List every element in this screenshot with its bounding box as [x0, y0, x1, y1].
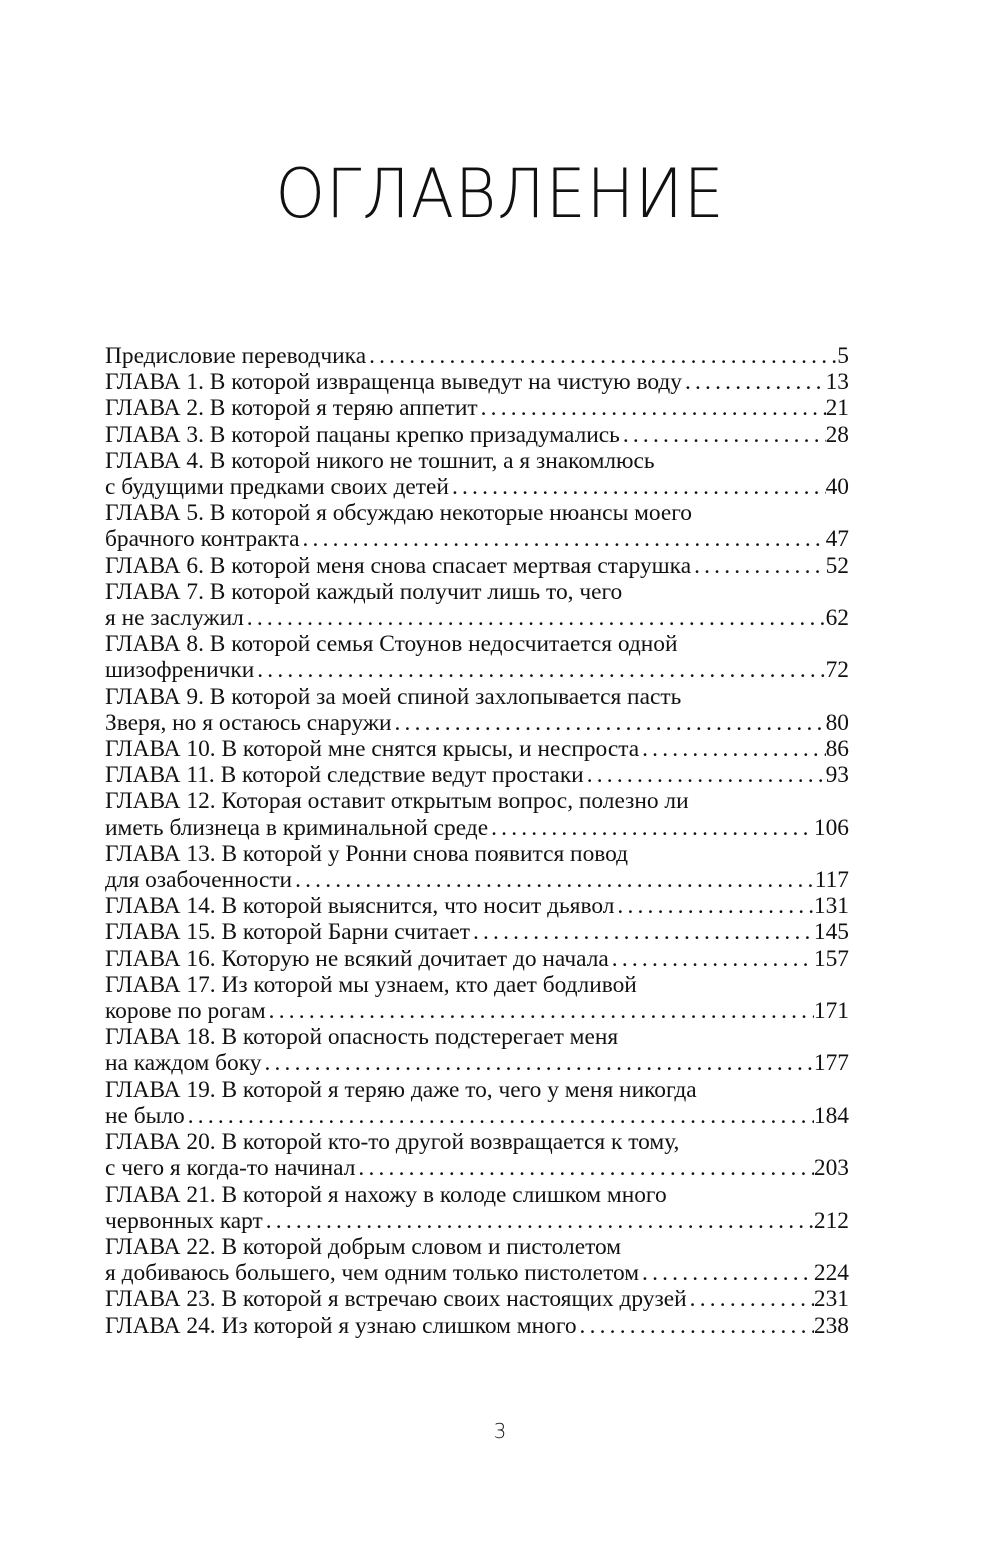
dot-leader: [261, 1050, 813, 1076]
toc-entry-title-line: ГЛАВА 18. В которой опасность подстерегает меня: [105, 1024, 619, 1051]
toc-entry-title-line: ГЛАВА 7. В которой каждый получит лишь то, чего: [105, 578, 623, 605]
dot-leader: [488, 815, 814, 841]
toc-entry-title-line: ГЛАВА 2. В которой я теряю аппетит: [105, 395, 478, 422]
toc-entry-leader-row: [105, 815, 849, 841]
toc-entry-title-line: ГЛАВА 12. Которая оставит открытым вопрос, полезно ли: [105, 788, 689, 815]
toc-entry: [105, 369, 849, 395]
toc-entry: [105, 1129, 849, 1181]
page-number: 3: [493, 1419, 507, 1443]
toc-entry-title-line: Предисловие переводчика: [105, 343, 367, 369]
toc-entry: [105, 1077, 849, 1129]
toc-entry: [105, 500, 849, 552]
toc-entry-leader-row: [105, 526, 849, 552]
toc-entry-page-number: 40: [825, 474, 849, 501]
toc-entry-title-line: на каждом боку: [105, 1050, 262, 1077]
toc-entry-leader-row: [105, 1286, 849, 1312]
toc-entry: [105, 919, 849, 945]
page-title: ОГЛАВЛЕНИЕ: [275, 155, 725, 234]
toc-entry-leader-row: [105, 946, 849, 972]
toc-entry-page-number: 72: [825, 657, 849, 684]
dot-leader: [355, 1155, 814, 1181]
toc-entry: [105, 762, 849, 788]
dot-leader: [614, 893, 814, 919]
toc-entry-page-number: 106: [813, 814, 849, 841]
toc-entry: [105, 893, 849, 919]
toc-entry-title-line: ГЛАВА 8. В которой семья Стоунов недосчитается одной: [105, 631, 678, 658]
toc-entry-title-line: ГЛАВА 23. В которой я встречаю своих настоящих друзей: [105, 1286, 687, 1313]
toc-entry-title-line: ГЛАВА 19. В которой я теряю даже то, чего у меня никогда: [105, 1076, 697, 1103]
dot-leader: [300, 526, 826, 552]
toc-entry-leader-row: [105, 343, 849, 369]
dot-leader: [584, 762, 826, 788]
toc-entry-title-line: ГЛАВА 3. В которой пацаны крепко призадумались: [105, 421, 620, 448]
toc-entry-title-line: ГЛАВА 13. В которой у Ронни снова появится повод: [105, 840, 629, 867]
toc-entry-title-line: ГЛАВА 15. В которой Барни считает: [105, 919, 470, 946]
dot-leader: [639, 1260, 814, 1286]
toc-entry: [105, 946, 849, 972]
toc-entry-page-number: 177: [813, 1050, 849, 1077]
toc-entry-leader-row: [105, 395, 849, 421]
toc-entry-page-number: 157: [813, 945, 849, 972]
dot-leader: [244, 605, 826, 631]
toc-entry-page-number: 5: [837, 343, 849, 369]
toc-entry-title-line: ГЛАВА 14. В которой выяснится, что носит дьявол: [105, 893, 615, 920]
toc-entry-title-line: корове по рогам: [105, 998, 266, 1025]
toc-entry-leader-row: [105, 1313, 849, 1339]
toc-entry-title-line: ГЛАВА 24. Из которой я узнаю слишком много: [105, 1312, 577, 1339]
toc-entry-leader-row: [105, 919, 849, 945]
toc-entry-leader-row: [105, 1260, 849, 1286]
toc-entry: [105, 788, 849, 840]
toc-entry: [105, 1286, 849, 1312]
toc-entry-leader-row: [105, 998, 849, 1024]
toc-entry-title-line: ГЛАВА 4. В которой никого не тошнит, а я знакомлюсь: [105, 447, 655, 474]
toc-entry-page-number: 47: [825, 526, 849, 553]
toc-entry-title-line: шизофренички: [105, 657, 255, 684]
toc-entry-leader-row: [105, 553, 849, 579]
toc-entry: [105, 448, 849, 500]
toc-entry: [105, 736, 849, 762]
toc-entry-page-number: 21: [825, 395, 849, 422]
toc-entry-page-number: 93: [825, 762, 849, 789]
toc-entry-page-number: 52: [825, 552, 849, 579]
toc-entry: [105, 553, 849, 579]
dot-leader: [470, 919, 814, 945]
toc-entry-leader-row: [105, 1208, 849, 1234]
dot-leader: [391, 710, 825, 736]
toc-entry-leader-row: [105, 867, 849, 893]
toc-entry: [105, 1024, 849, 1076]
toc-entry-page-number: 117: [814, 867, 849, 894]
dot-leader: [687, 1286, 814, 1312]
toc-entry-title-line: брачного контракта: [105, 526, 300, 553]
toc-entry-title-line: ГЛАВА 9. В которой за моей спиной захлопывается пасть: [105, 683, 682, 710]
dot-leader: [254, 657, 825, 683]
toc-entry-title-line: ГЛАВА 10. В которой мне снятся крысы, и неспроста: [105, 736, 640, 763]
toc-entry-title-line: Зверя, но я остаюсь снаружи: [105, 709, 392, 736]
toc-entry: [105, 684, 849, 736]
toc-entry-title-line: ГЛАВА 17. Из которой мы узнаем, кто дает бодливой: [105, 971, 637, 998]
toc-entry-page-number: 62: [825, 605, 849, 632]
toc-entry-page-number: 238: [813, 1312, 849, 1339]
toc-entry-page-number: 145: [813, 919, 849, 946]
toc-entry-title-line: ГЛАВА 11. В которой следствие ведут простаки: [105, 762, 584, 789]
toc-entry-page-number: 80: [825, 709, 849, 736]
toc-entry: [105, 422, 849, 448]
toc-entry-leader-row: [105, 474, 849, 500]
toc-entry-page-number: 203: [813, 1155, 849, 1182]
toc-entry-title-line: ГЛАВА 6. В которой меня снова спасает мертвая старушка: [105, 552, 692, 579]
toc-entry-title-line: ГЛАВА 21. В которой я нахожу в колоде слишком много: [105, 1181, 667, 1208]
dot-leader: [682, 369, 826, 395]
dot-leader: [185, 1103, 814, 1129]
dot-leader: [292, 867, 815, 893]
toc-entry-leader-row: [105, 1155, 849, 1181]
toc-entry: [105, 631, 849, 683]
dot-leader: [266, 998, 814, 1024]
toc-entry-leader-row: [105, 605, 849, 631]
toc-entry-title-line: ГЛАВА 20. В которой кто-то другой возвращается к тому,: [105, 1129, 680, 1156]
toc-entry-title-line: с чего я когда-то начинал: [105, 1155, 356, 1182]
toc-entry-title-line: иметь близнеца в криминальной среде: [105, 814, 489, 841]
toc-entry-leader-row: [105, 1050, 849, 1076]
toc-entry-title-line: с будущими предками своих детей: [105, 474, 449, 501]
toc-entry: [105, 343, 849, 369]
toc-entry-leader-row: [105, 893, 849, 919]
dot-leader: [639, 736, 825, 762]
toc-entry-page-number: 28: [825, 421, 849, 448]
dot-leader: [620, 422, 826, 448]
table-of-contents: [105, 343, 849, 1339]
toc-entry-page-number: 224: [813, 1260, 849, 1287]
toc-entry-title-line: ГЛАВА 16. Которую не всякий дочитает до начала: [105, 945, 609, 972]
dot-leader: [449, 474, 826, 500]
toc-entry-title-line: для озабоченности: [105, 867, 293, 894]
toc-entry: [105, 1313, 849, 1339]
toc-entry-page-number: 212: [813, 1207, 849, 1234]
toc-entry-leader-row: [105, 762, 849, 788]
toc-entry-leader-row: [105, 736, 849, 762]
toc-entry-title-line: я не заслужил: [105, 605, 244, 632]
toc-entry-page-number: 231: [813, 1286, 849, 1313]
toc-entry-title-line: ГЛАВА 1. В которой извращенца выведут на чистую воду: [105, 369, 682, 396]
toc-entry: [105, 579, 849, 631]
toc-entry-leader-row: [105, 710, 849, 736]
dot-leader: [691, 553, 826, 579]
dot-leader: [263, 1208, 814, 1234]
toc-entry-page-number: 13: [825, 369, 849, 396]
toc-entry: [105, 1234, 849, 1286]
toc-entry-title-line: не было: [105, 1102, 185, 1129]
toc-entry-page-number: 184: [813, 1102, 849, 1129]
toc-entry-leader-row: [105, 657, 849, 683]
toc-entry: [105, 972, 849, 1024]
toc-entry: [105, 1182, 849, 1234]
toc-entry: [105, 841, 849, 893]
toc-entry-page-number: 131: [813, 893, 849, 920]
toc-entry-title-line: я добиваюсь большего, чем одним только пистолетом: [105, 1260, 640, 1287]
toc-entry-leader-row: [105, 1103, 849, 1129]
dot-leader: [609, 946, 814, 972]
dot-leader: [366, 343, 837, 369]
toc-entry-title-line: червонных карт: [105, 1207, 263, 1234]
dot-leader: [478, 395, 826, 421]
toc-entry-title-line: ГЛАВА 5. В которой я обсуждаю некоторые нюансы моего: [105, 500, 693, 527]
toc-entry-leader-row: [105, 422, 849, 448]
toc-entry-page-number: 171: [813, 998, 849, 1025]
toc-entry-page-number: 86: [825, 736, 849, 763]
dot-leader: [577, 1313, 814, 1339]
toc-entry-title-line: ГЛАВА 22. В которой добрым словом и пистолетом: [105, 1233, 622, 1260]
toc-entry: [105, 395, 849, 421]
toc-entry-leader-row: [105, 369, 849, 395]
